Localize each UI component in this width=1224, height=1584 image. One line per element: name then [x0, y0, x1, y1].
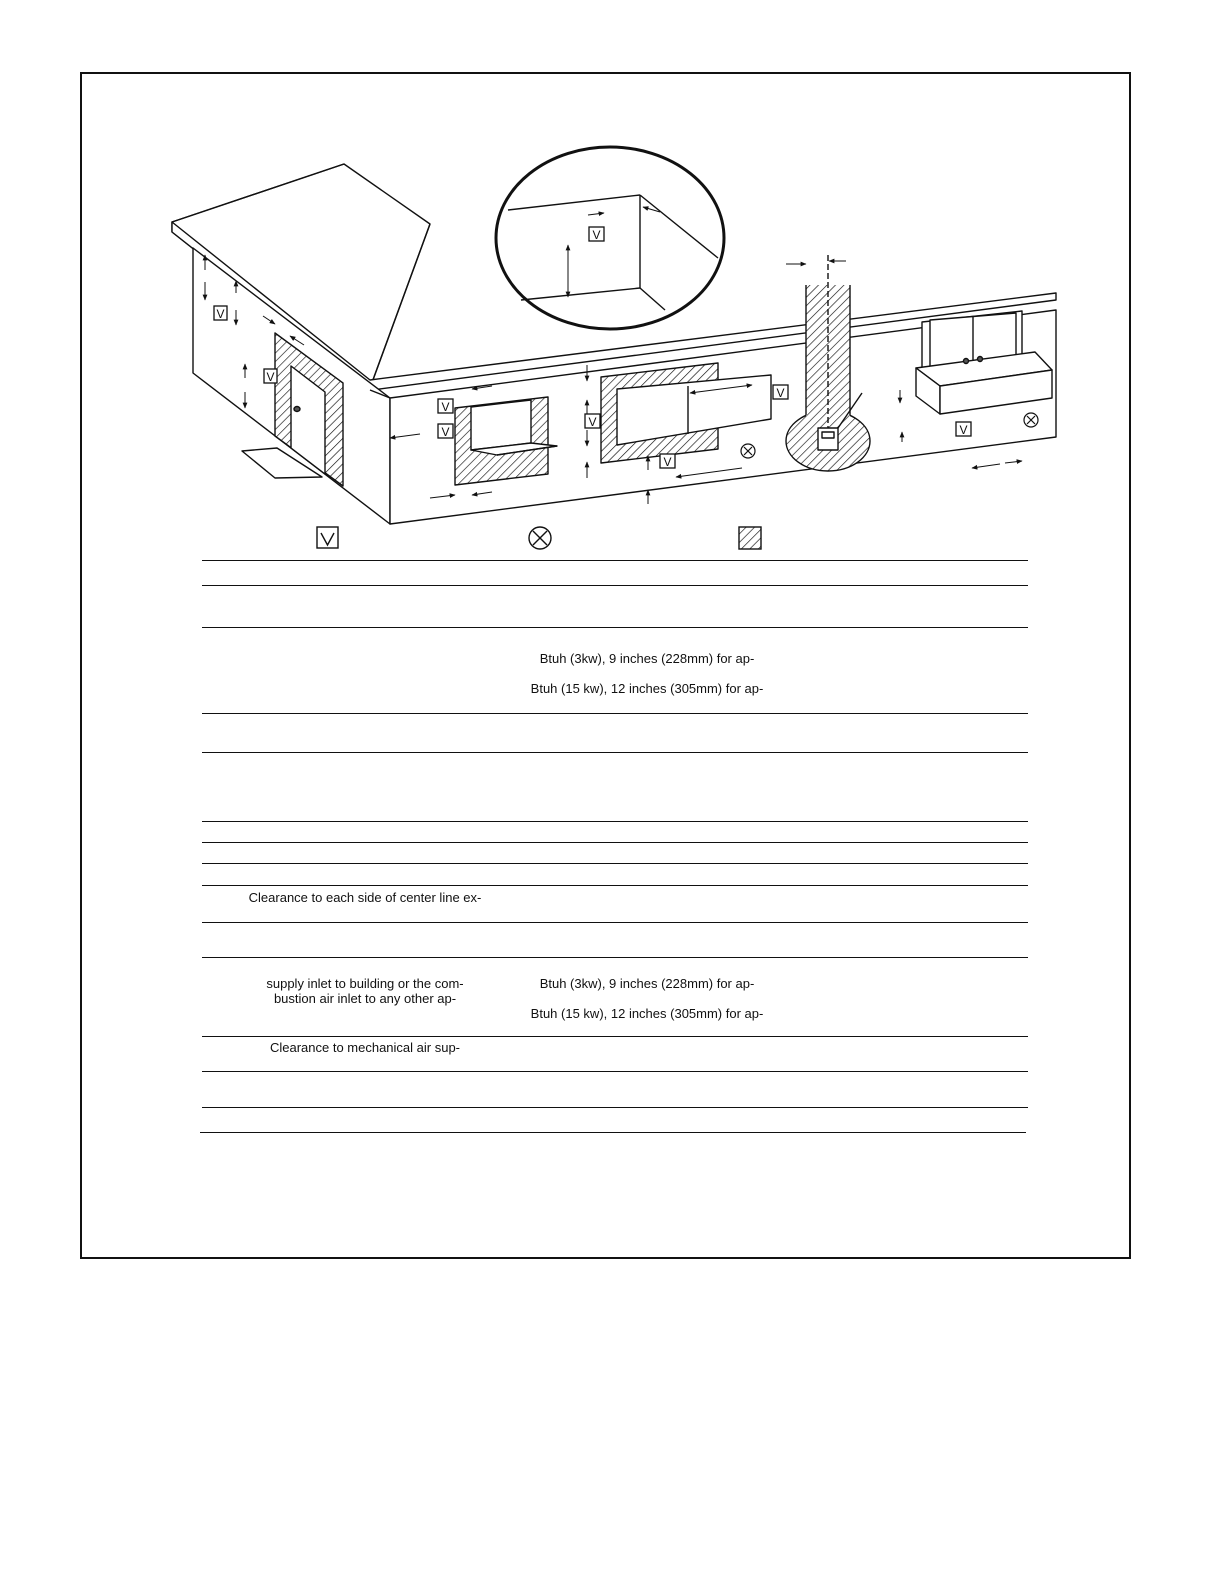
window-1 — [455, 397, 557, 485]
legend — [317, 527, 761, 549]
table-rule — [202, 560, 1028, 561]
table-rule — [202, 821, 1028, 822]
row-a-value-2: Btuh (15 kw), 12 inches (305mm) for ap- — [530, 681, 764, 696]
table-rule — [202, 842, 1028, 843]
row-d-description: Clearance to mechanical air sup- — [269, 1040, 461, 1055]
row-b-description: Clearance to each side of center line ex- — [248, 890, 482, 905]
table-rule — [200, 1132, 1026, 1133]
table-rule — [202, 1107, 1028, 1108]
row-c-value-2: Btuh (15 kw), 12 inches (305mm) for ap- — [530, 1006, 764, 1021]
air-supply-inlet-icon — [529, 527, 551, 549]
table-rule — [202, 585, 1028, 586]
table-rule — [202, 957, 1028, 958]
svg-text:V: V — [266, 370, 275, 384]
table-rule — [202, 627, 1028, 628]
row-c-description-2: bustion air inlet to any other ap- — [273, 991, 457, 1006]
svg-text:V: V — [592, 228, 601, 242]
row-c-description-1: supply inlet to building or the com- — [266, 976, 464, 991]
table-rule — [202, 1036, 1028, 1037]
table-rule — [202, 1071, 1028, 1072]
area-not-permitted-icon — [739, 527, 761, 549]
svg-text:V: V — [588, 415, 597, 429]
row-a-value-1: Btuh (3kw), 9 inches (228mm) for ap- — [539, 651, 755, 666]
table-rule — [202, 863, 1028, 864]
table-rule — [202, 885, 1028, 886]
svg-text:V: V — [776, 386, 785, 400]
table-rule — [202, 752, 1028, 753]
table-rule — [202, 713, 1028, 714]
svg-text:V: V — [216, 307, 225, 321]
table-rule — [202, 922, 1028, 923]
svg-text:V: V — [441, 425, 450, 439]
svg-text:V: V — [959, 423, 968, 437]
detail-magnifier — [496, 147, 724, 329]
vent-clearance-diagram — [0, 0, 1224, 560]
vent-terminal-icon — [317, 527, 338, 548]
svg-text:V: V — [663, 455, 672, 469]
svg-text:V: V — [441, 400, 450, 414]
row-c-value-1: Btuh (3kw), 9 inches (228mm) for ap- — [539, 976, 755, 991]
